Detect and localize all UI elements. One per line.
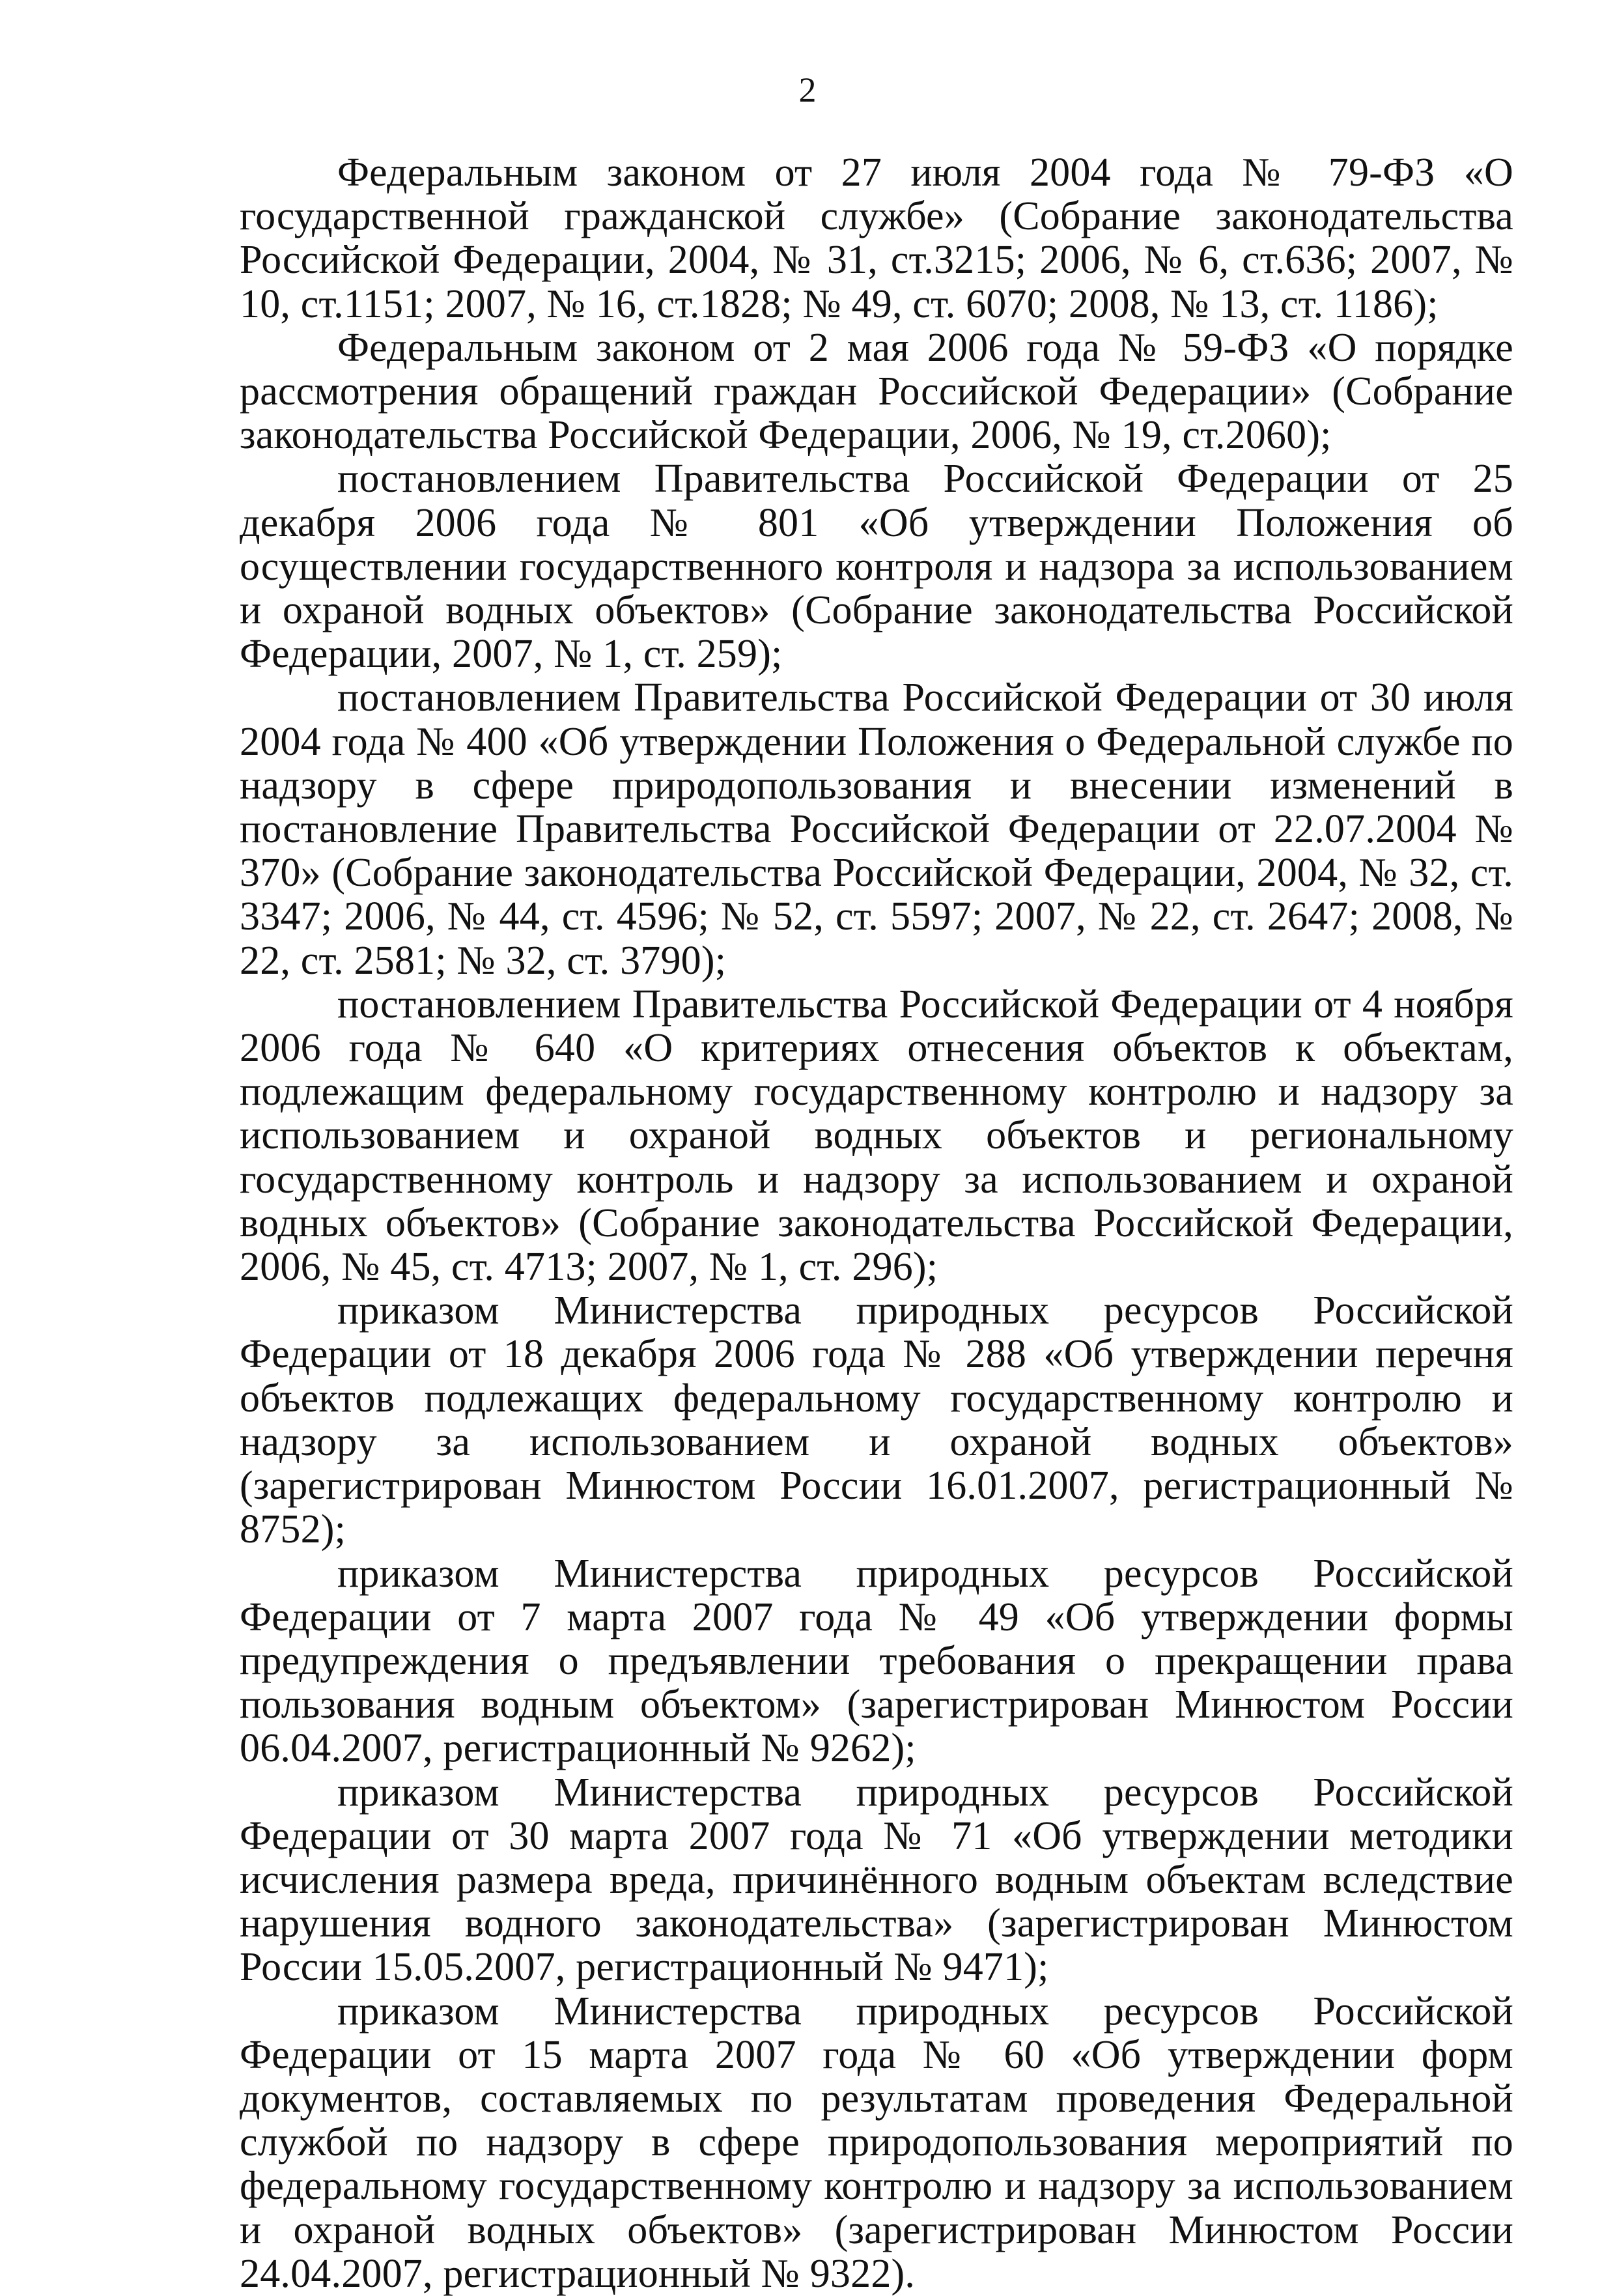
paragraph-order-49: приказом Министерства природных ресурсов Российской Федерации от 7 марта 2007 года № 49 «Об утверждении формы предупреждения о предъявлении требования о прекращении права пользования водным объектом» (зарегистрирован Минюстом России 06.04.2007, регистрационный № 9262); (240, 1551, 1513, 1771)
paragraph-resolution-801: постановлением Правительства Российской Федерации от 25 декабря 2006 года № 801 «Об утверждении Положения об осуществлении государственного контроля и надзора за использованием и охраной водных объектов» (Собрание законодательства Российской Федерации, 2007, № 1, ст. 259); (240, 457, 1513, 677)
paragraph-resolution-400: постановлением Правительства Российской Федерации от 30 июля 2004 года № 400 «Об утверждении Положения о Федеральной службе по надзору в сфере природопользования и внесении изменений в постановление Правительства Российской Федерации от 22.07.2004 № 370» (Собрание законодательства Российской Федерации, 2004, № 32, ст. 3347; 2006, № 44, ст. 4596; № 52, ст. 5597; 2007, № 22, ст. 2647; 2008, № 22, ст. 2581; № 32, ст. 3790); (240, 675, 1513, 983)
document-body (240, 151, 1513, 2296)
paragraph-federal-law-59: Федеральным законом от 2 мая 2006 года № 59-ФЗ «О порядке рассмотрения обращений граждан Российской Федерации» (Собрание законодательства Российской Федерации, 2006, № 19, ст.2060); (240, 325, 1513, 458)
paragraph-order-60: приказом Министерства природных ресурсов Российской Федерации от 15 марта 2007 года № 60 «Об утверждении форм документов, составляемых по результатам проведения Федеральной службой по надзору в сфере природопользования мероприятий по федеральному государственному контролю и надзору за использованием и охраной водных объектов» (зарегистрирован Минюстом России 24.04.2007, регистрационный № 9322). (240, 1989, 1513, 2296)
page-number: 2 (798, 70, 817, 109)
paragraph-federal-law-79: Федеральным законом от 27 июля 2004 года № 79-ФЗ «О государственной гражданской службе» (Собрание законодательства Российской Федерации, 2004, № 31, ст.3215; 2006, № 6, ст.636; 2007, № 10, ст.1151; 2007, № 16, ст.1828; № 49, ст. 6070; 2008, № 13, ст. 1186); (240, 150, 1513, 326)
paragraph-resolution-640: постановлением Правительства Российской Федерации от 4 ноября 2006 года № 640 «О критериях отнесения объектов к объектам, подлежащим федеральному государственному контролю и надзору за использованием и охраной водных объектов и региональному государственному контроль и надзору за использованием и охраной водных объектов» (Собрание законодательства Российской Федерации, 2006, № 45, ст. 4713; 2007, № 1, ст. 296); (240, 982, 1513, 1290)
paragraph-order-71: приказом Министерства природных ресурсов Российской Федерации от 30 марта 2007 года № 71 «Об утверждении методики исчисления размера вреда, причинённого водным объектам вследствие нарушения водного законодательства» (зарегистрирован Минюстом России 15.05.2007, регистрационный № 9471); (240, 1770, 1513, 1990)
paragraph-order-288: приказом Министерства природных ресурсов Российской Федерации от 18 декабря 2006 года № 288 «Об утверждении перечня объектов подлежащих федеральному государственному контролю и надзору за использованием и охраной водных объектов» (зарегистрирован Минюстом России 16.01.2007, регистрационный № 8752); (240, 1288, 1513, 1552)
